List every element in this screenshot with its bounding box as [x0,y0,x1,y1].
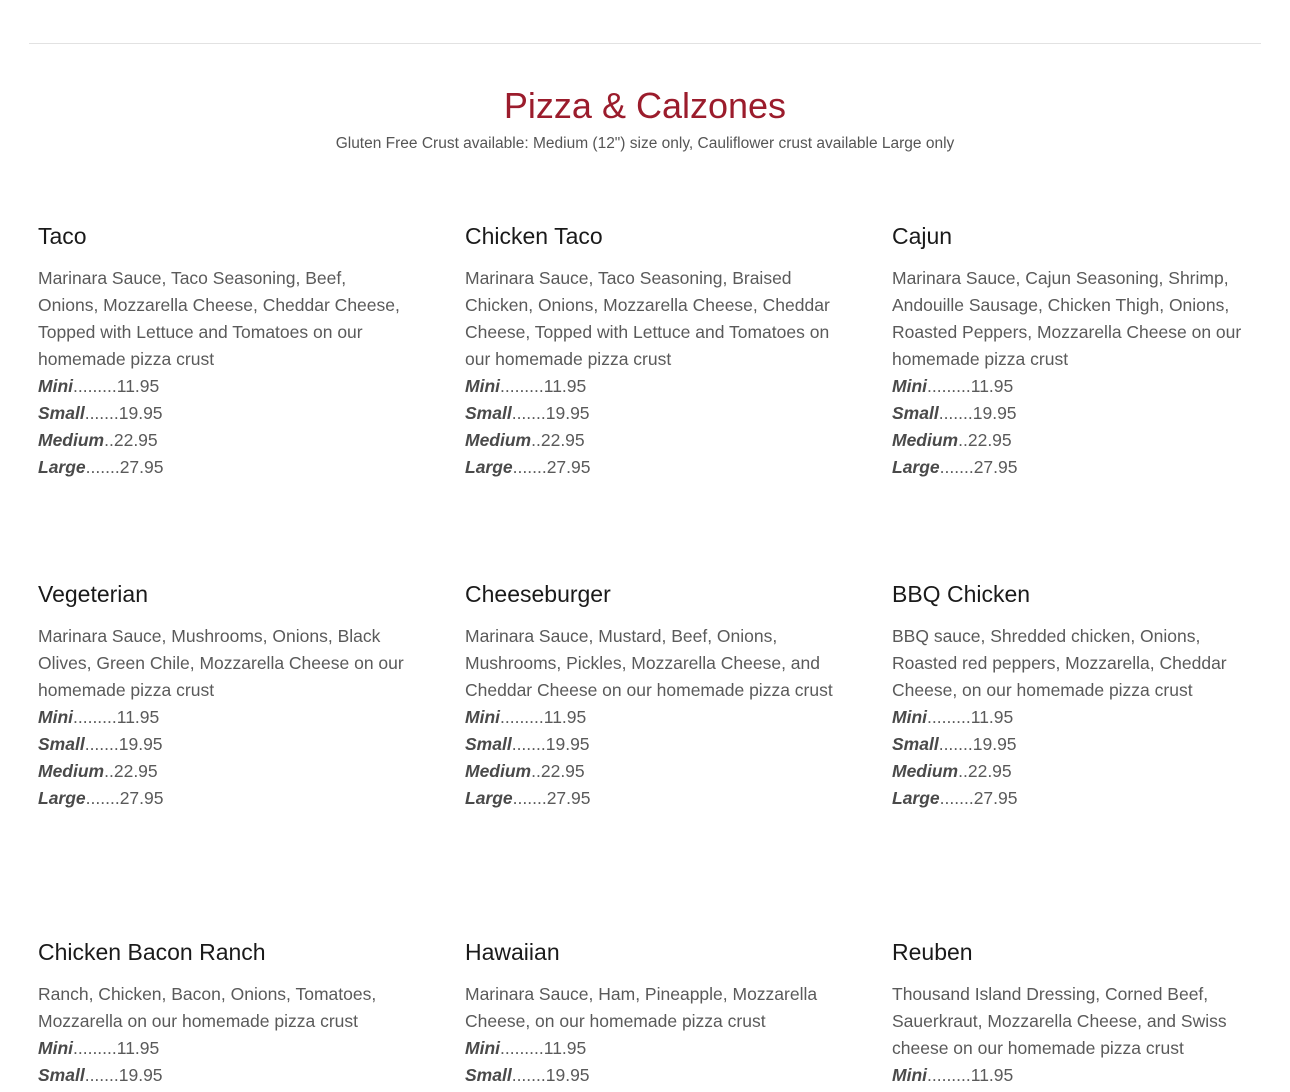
price-value: 19.95 [118,734,163,754]
leader-dots: ......... [500,1038,544,1058]
leader-dots: ......... [73,1038,117,1058]
size-label: Small [465,734,512,754]
price-value: 22.95 [967,761,1012,781]
item-description: Ranch, Chicken, Bacon, Onions, Tomatoes, Mozzarella on our homemade pizza crust [38,984,377,1031]
menu-item-taco [38,221,408,481]
item-title: Taco [38,223,87,249]
price-value: 22.95 [113,430,158,450]
section-title: Pizza & Calzones [503,85,787,126]
size-label: Mini [892,376,927,396]
price-value: 11.95 [543,1038,587,1058]
price-row [465,373,835,400]
item-title: BBQ Chicken [892,581,1031,607]
leader-dots: .. [531,430,541,450]
price-row [892,731,1262,758]
leader-dots: ......... [500,376,544,396]
price-list [892,373,1262,481]
size-label: Large [465,788,513,808]
menu-item-cajun [892,221,1262,481]
size-label: Mini [892,1065,927,1085]
size-label: Small [38,403,85,423]
size-label: Mini [38,707,73,727]
price-row [892,400,1262,427]
price-value: 11.95 [116,376,160,396]
price-row [465,704,835,731]
leader-dots: .. [104,430,114,450]
menu-item-chicken-taco [465,221,835,481]
price-row [892,785,1262,812]
menu-item-vegeterian [38,579,408,812]
leader-dots: ....... [85,457,120,477]
price-value: 11.95 [116,707,160,727]
leader-dots: .. [531,761,541,781]
price-list [38,704,408,812]
size-label: Large [465,457,513,477]
price-row [892,427,1262,454]
leader-dots: ....... [84,403,119,423]
price-row [465,454,835,481]
menu-item-hawaiian [465,937,835,1089]
size-label: Large [38,788,86,808]
leader-dots: ......... [500,707,544,727]
price-row [38,731,408,758]
price-row [892,373,1262,400]
price-row [38,704,408,731]
size-label: Small [465,403,512,423]
price-value: 27.95 [119,457,164,477]
item-title: Hawaiian [465,939,560,965]
price-row [465,427,835,454]
leader-dots: ....... [938,403,973,423]
size-label: Medium [465,761,532,781]
menu-item-reuben [892,937,1262,1089]
leader-dots: ......... [927,1065,971,1085]
item-description: Marinara Sauce, Mustard, Beef, Onions, Mushrooms, Pickles, Mozzarella Cheese, and Cheddar Cheese on our homemade pizza crust [465,626,833,700]
price-row [38,1062,408,1089]
leader-dots: ....... [511,403,546,423]
price-value: 19.95 [972,403,1017,423]
size-label: Mini [465,1038,500,1058]
price-row [38,758,408,785]
price-value: 11.95 [543,707,587,727]
size-label: Medium [892,430,959,450]
leader-dots: ....... [939,457,974,477]
price-list [892,1062,1262,1089]
size-label: Mini [465,707,500,727]
price-row [38,785,408,812]
price-row [892,704,1262,731]
size-label: Small [38,1065,85,1085]
item-title: Cheeseburger [465,581,611,607]
price-row [38,373,408,400]
price-row [465,400,835,427]
price-value: 27.95 [973,788,1018,808]
size-label: Large [892,788,940,808]
price-value: 22.95 [113,761,158,781]
price-row [38,427,408,454]
price-row [465,785,835,812]
size-label: Large [38,457,86,477]
price-value: 27.95 [546,788,591,808]
leader-dots: ......... [73,707,117,727]
size-label: Mini [38,376,73,396]
menu-item-chicken-bacon-ranch [38,937,408,1089]
size-label: Medium [38,761,105,781]
leader-dots: ....... [939,788,974,808]
price-value: 19.95 [972,734,1017,754]
price-row [38,1035,408,1062]
leader-dots: ....... [512,457,547,477]
leader-dots: .. [104,761,114,781]
price-list [465,704,835,812]
size-label: Medium [892,761,959,781]
price-row [892,758,1262,785]
price-value: 19.95 [118,403,163,423]
price-value: 11.95 [543,376,587,396]
item-description: Thousand Island Dressing, Corned Beef, Sauerkraut, Mozzarella Cheese, and Swiss cheese on our homemade pizza crust [892,984,1227,1058]
price-row [892,454,1262,481]
size-label: Small [892,734,939,754]
price-value: 22.95 [967,430,1012,450]
leader-dots: ....... [511,1065,546,1085]
leader-dots: ......... [927,707,971,727]
item-description: Marinara Sauce, Mushrooms, Onions, Black Olives, Green Chile, Mozzarella Cheese on our homemade pizza crust [38,626,404,700]
size-label: Medium [465,430,532,450]
price-value: 27.95 [973,457,1018,477]
price-value: 19.95 [545,403,590,423]
price-value: 27.95 [119,788,164,808]
leader-dots: ....... [512,788,547,808]
price-value: 19.95 [545,734,590,754]
price-value: 22.95 [540,761,585,781]
item-description: Marinara Sauce, Ham, Pineapple, Mozzarella Cheese, on our homemade pizza crust [465,984,818,1031]
item-description: BBQ sauce, Shredded chicken, Onions, Roasted red peppers, Mozzarella, Cheddar Cheese, on our homemade pizza crust [892,626,1227,700]
price-row [465,758,835,785]
item-title: Chicken Bacon Ranch [38,939,266,965]
price-row [465,731,835,758]
item-title: Chicken Taco [465,223,603,249]
price-row [892,1062,1262,1089]
price-value: 11.95 [116,1038,160,1058]
price-list [892,704,1262,812]
size-label: Medium [38,430,105,450]
item-title: Vegeterian [38,581,148,607]
leader-dots: ....... [938,734,973,754]
price-value: 22.95 [540,430,585,450]
divider [29,43,1261,44]
item-description: Marinara Sauce, Taco Seasoning, Braised Chicken, Onions, Mozzarella Cheese, Cheddar Cheese, Topped with Lettuce and Tomatoes on our homemade pizza crust [465,268,830,369]
leader-dots: ....... [85,788,120,808]
size-label: Mini [465,376,500,396]
item-description: Marinara Sauce, Taco Seasoning, Beef, Onions, Mozzarella Cheese, Cheddar Cheese, Topped with Lettuce and Tomatoes on our homemade pizza crust [38,268,400,369]
leader-dots: ....... [84,1065,119,1085]
leader-dots: ......... [73,376,117,396]
item-description: Marinara Sauce, Cajun Seasoning, Shrimp, Andouille Sausage, Chicken Thigh, Onions, Roasted Peppers, Mozzarella Cheese on our homemade pizza crust [892,268,1242,369]
price-list [38,373,408,481]
size-label: Small [38,734,85,754]
price-list [38,1035,408,1089]
price-value: 11.95 [970,707,1014,727]
item-title: Cajun [892,223,953,249]
size-label: Small [892,403,939,423]
leader-dots: .. [958,761,968,781]
price-value: 11.95 [970,1065,1014,1085]
price-value: 19.95 [545,1065,590,1085]
price-row [465,1062,835,1089]
price-value: 19.95 [118,1065,163,1085]
price-value: 27.95 [546,457,591,477]
leader-dots: ....... [84,734,119,754]
section-note: Gluten Free Crust available: Medium (12") size only, Cauliflower crust available Large only [335,135,955,152]
size-label: Large [892,457,940,477]
size-label: Small [465,1065,512,1085]
leader-dots: .. [958,430,968,450]
leader-dots: ....... [511,734,546,754]
price-row [38,454,408,481]
size-label: Mini [892,707,927,727]
leader-dots: ......... [927,376,971,396]
menu-item-cheeseburger [465,579,835,812]
item-title: Reuben [892,939,973,965]
price-row [465,1035,835,1062]
price-list [465,1035,835,1089]
price-row [38,400,408,427]
menu-item-bbq-chicken [892,579,1262,812]
size-label: Mini [38,1038,73,1058]
price-value: 11.95 [970,376,1014,396]
price-list [465,373,835,481]
